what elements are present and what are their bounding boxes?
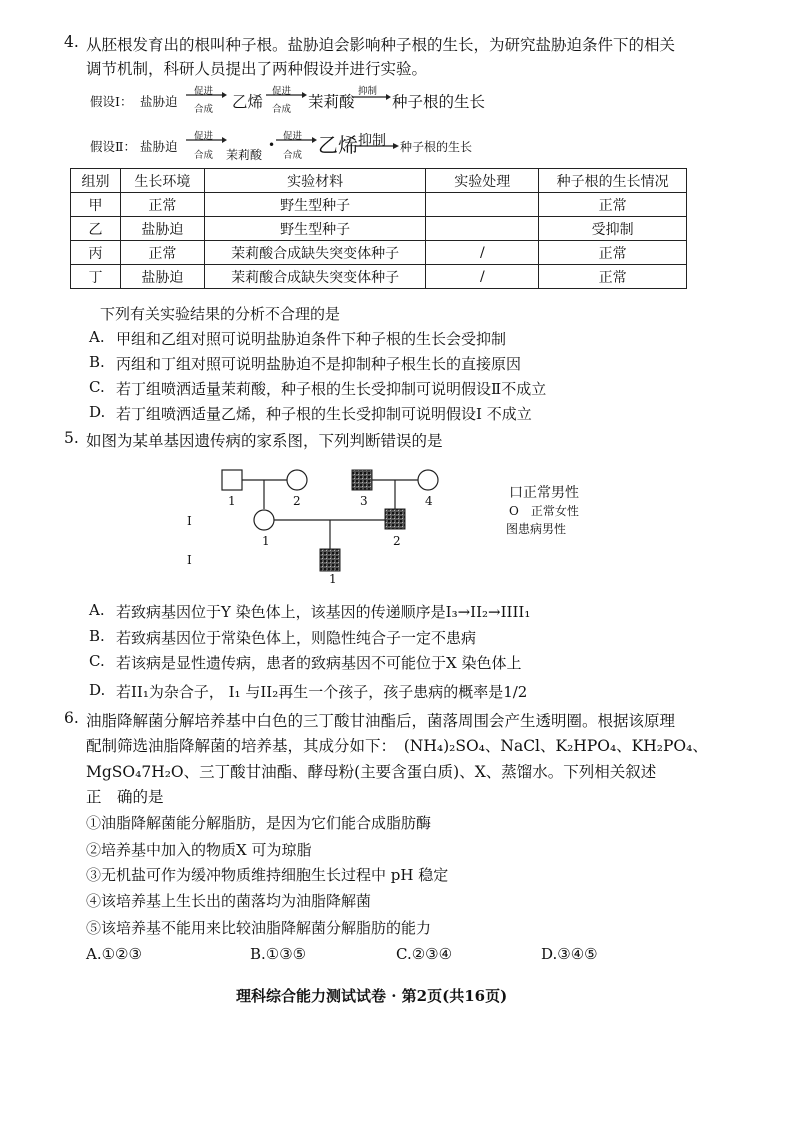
hyp1-label: 假设Ⅰ： — [90, 94, 133, 109]
hyp1-node-4: 种子根的生长 — [392, 93, 486, 111]
pedigree-ii2-affected-male — [385, 509, 405, 529]
q5-stem: 如图为某单基因遗传病的家系图，下列判断错误的是 — [86, 432, 443, 450]
table-cell: 正常 — [539, 193, 687, 217]
table-row — [71, 217, 687, 241]
q4-option-c-letter: C. — [89, 378, 105, 396]
table-cell: 盐胁迫 — [120, 265, 204, 289]
q5-option-a-letter: A. — [89, 601, 105, 619]
q6-statement-2: ②培养基中加入的物质X 可为琼脂 — [86, 841, 312, 859]
hyp1-arrow2-icon — [266, 90, 308, 100]
table-cell: 野生型种子 — [204, 193, 426, 217]
pedigree-label-i3: 3 — [360, 494, 368, 508]
table-cell: 正常 — [120, 193, 204, 217]
q5-option-b: 若致病基因位于常染色体上，则隐性纯合子一定不患病 — [116, 629, 477, 647]
table-cell — [426, 193, 539, 217]
hyp1-arrow2-top: 促进 — [272, 86, 292, 97]
pedigree-label-i1: 1 — [228, 494, 236, 508]
pedigree-i4-normal-female — [418, 470, 438, 490]
table-cell: 茉莉酸合成缺失突变体种子 — [204, 241, 426, 265]
q6-stem-line1: 油脂降解菌分解培养基中白色的三丁酸甘油酯后，菌落周围会产生透明圈。根据该原理 — [86, 712, 676, 730]
hyp1-node-3: 茉莉酸 — [308, 93, 355, 111]
table-cell: / — [426, 265, 539, 289]
q4-option-a-letter: A. — [89, 328, 105, 346]
table-cell: 野生型种子 — [204, 217, 426, 241]
hyp2-arrow1-icon — [186, 135, 228, 145]
q5-option-c-letter: C. — [89, 652, 105, 670]
table-cell — [426, 217, 539, 241]
table-header-row — [71, 169, 687, 193]
q5-option-c: 若该病是显性遗传病，患者的致病基因不可能位于X 染色体上 — [116, 654, 522, 672]
hyp2-arrow3-top: 抑制 — [358, 133, 386, 149]
pedigree-ii1-normal-female — [254, 510, 274, 530]
q6-statement-3: ③无机盐可作为缓冲物质维持细胞生长过程中 pH 稳定 — [86, 866, 449, 884]
hyp2-dot: • — [268, 138, 276, 152]
pedigree-label-ii1: 1 — [262, 534, 270, 548]
hyp2-node-2: 茉莉酸 — [226, 148, 263, 162]
q4-number: 4. — [64, 33, 79, 51]
q4-prompt: 下列有关实验结果的分析不合理的是 — [100, 305, 341, 323]
pedigree-label-iii1: 1 — [329, 572, 337, 586]
table-header: 生长环境 — [120, 169, 204, 193]
hyp2-arrow3-icon — [356, 141, 400, 151]
q6-stem-line4: 正 确的是 — [86, 788, 164, 806]
pedigree-iii1-affected-male — [320, 549, 340, 571]
hyp1-arrow2-bottom: 合成 — [272, 104, 292, 115]
pedigree-chart — [180, 460, 460, 590]
q6-choice-a: A.①②③ — [86, 945, 142, 963]
pedigree-label-i4: 4 — [425, 494, 433, 508]
hyp2-arrow1-bottom: 合成 — [194, 150, 214, 161]
table-header: 实验处理 — [426, 169, 539, 193]
q6-choice-d: D.③④⑤ — [541, 945, 598, 963]
q6-choice-c: C.②③④ — [396, 945, 453, 963]
q6-stem-line2: 配制筛选油脂降解菌的培养基，其成分如下： (NH₄)₂SO₄、NaCl、K₂HPO₄、KH₂PO₄、 — [86, 737, 708, 755]
hyp2-arrow2-top: 促进 — [283, 131, 303, 142]
q4-option-c: 若丁组喷洒适量茉莉酸，种子根的生长受抑制可说明假设Ⅱ不成立 — [116, 380, 547, 398]
table-cell: 丙 — [71, 241, 121, 265]
hyp1-arrow1-icon — [186, 90, 228, 100]
table-cell: 正常 — [539, 241, 687, 265]
q4-stem-line1: 从胚根发育出的根叫种子根。盐胁迫会影响种子根的生长，为研究盐胁迫条件下的相关 — [86, 36, 676, 54]
pedigree-label-i2: 2 — [293, 494, 301, 508]
table-cell: 甲 — [71, 193, 121, 217]
q5-option-a: 若致病基因位于Y 染色体上，该基因的传递顺序是I₃→II₂→IIII₁ — [116, 603, 531, 621]
table-cell: 茉莉酸合成缺失突变体种子 — [204, 265, 426, 289]
table-row — [71, 265, 687, 289]
hyp1-node-2: 乙烯 — [232, 93, 264, 111]
hyp2-node-1: 盐胁迫 — [140, 139, 178, 154]
table-header: 种子根的生长情况 — [539, 169, 687, 193]
q6-number: 6. — [64, 709, 79, 727]
q6-statement-1: ①油脂降解菌能分解脂肪，是因为它们能合成脂肪酶 — [86, 814, 432, 832]
pedigree-label-ii2: 2 — [393, 534, 401, 548]
pedigree-i1-normal-male — [222, 470, 242, 490]
experiment-table — [70, 168, 687, 289]
table-header: 组别 — [71, 169, 121, 193]
table-cell: 盐胁迫 — [120, 217, 204, 241]
q4-option-a: 甲组和乙组对照可说明盐胁迫条件下种子根的生长会受抑制 — [116, 330, 507, 348]
q4-option-d: 若丁组喷洒适量乙烯，种子根的生长受抑制可说明假设I 不成立 — [116, 405, 532, 423]
hyp1-arrow1-top: 促进 — [194, 86, 214, 97]
legend-normal-male: 口正常男性 — [509, 485, 579, 501]
hyp1-arrow3-icon — [352, 92, 392, 102]
pedigree-i2-normal-female — [287, 470, 307, 490]
hyp2-label: 假设Ⅱ： — [90, 139, 136, 154]
table-row — [71, 193, 687, 217]
q6-statement-5: ⑤该培养基不能用来比较油脂降解菌分解脂肪的能力 — [86, 919, 432, 937]
q6-statement-4: ④该培养基上生长出的菌落均为油脂降解菌 — [86, 892, 372, 910]
legend-affected-male: 图患病男性 — [506, 522, 567, 536]
table-cell: 正常 — [539, 265, 687, 289]
table-cell: / — [426, 241, 539, 265]
q5-option-b-letter: B. — [89, 627, 105, 645]
q6-choice-b: B.①③⑤ — [250, 945, 307, 963]
pedigree-gen1-label: I — [187, 514, 192, 528]
table-row — [71, 241, 687, 265]
q6-stem-line3: MgSO₄7H₂O、三丁酸甘油酯、酵母粉(主要含蛋白质)、X、蒸馏水。下列相关叙述 — [86, 763, 657, 781]
legend-normal-female: O 正常女性 — [509, 504, 579, 518]
page-footer: 理科综合能力测试试卷 · 第2页(共16页) — [236, 987, 508, 1005]
q4-option-d-letter: D. — [89, 403, 106, 421]
pedigree-i3-affected-male — [352, 470, 372, 490]
q4-stem-line2: 调节机制，科研人员提出了两种假设并进行实验。 — [86, 60, 428, 78]
table-header: 实验材料 — [204, 169, 426, 193]
q5-option-d-letter: D. — [89, 681, 106, 699]
q4-option-b: 丙组和丁组对照可说明盐胁迫不是抑制种子根生长的直接原因 — [116, 355, 522, 373]
pedigree-gen2-label: I — [187, 553, 192, 567]
hyp2-node-3: 乙烯 — [318, 133, 358, 157]
hyp2-arrow1-top: 促进 — [194, 131, 214, 142]
table-cell: 丁 — [71, 265, 121, 289]
hyp1-arrow3-top: 抑制 — [358, 86, 378, 97]
q5-number: 5. — [64, 429, 79, 447]
table-cell: 受抑制 — [539, 217, 687, 241]
table-cell: 正常 — [120, 241, 204, 265]
q5-option-d: 若II₁为杂合子， I₁ 与II₂再生一个孩子，孩子患病的概率是1/2 — [116, 683, 528, 701]
hyp1-node-1: 盐胁迫 — [140, 94, 178, 109]
table-cell: 乙 — [71, 217, 121, 241]
q4-option-b-letter: B. — [89, 353, 105, 371]
hyp1-arrow1-bottom: 合成 — [194, 104, 214, 115]
hyp2-arrow2-icon — [276, 135, 318, 145]
hyp2-node-4: 种子根的生长 — [400, 140, 473, 154]
hyp2-arrow2-bottom: 合成 — [283, 150, 303, 161]
